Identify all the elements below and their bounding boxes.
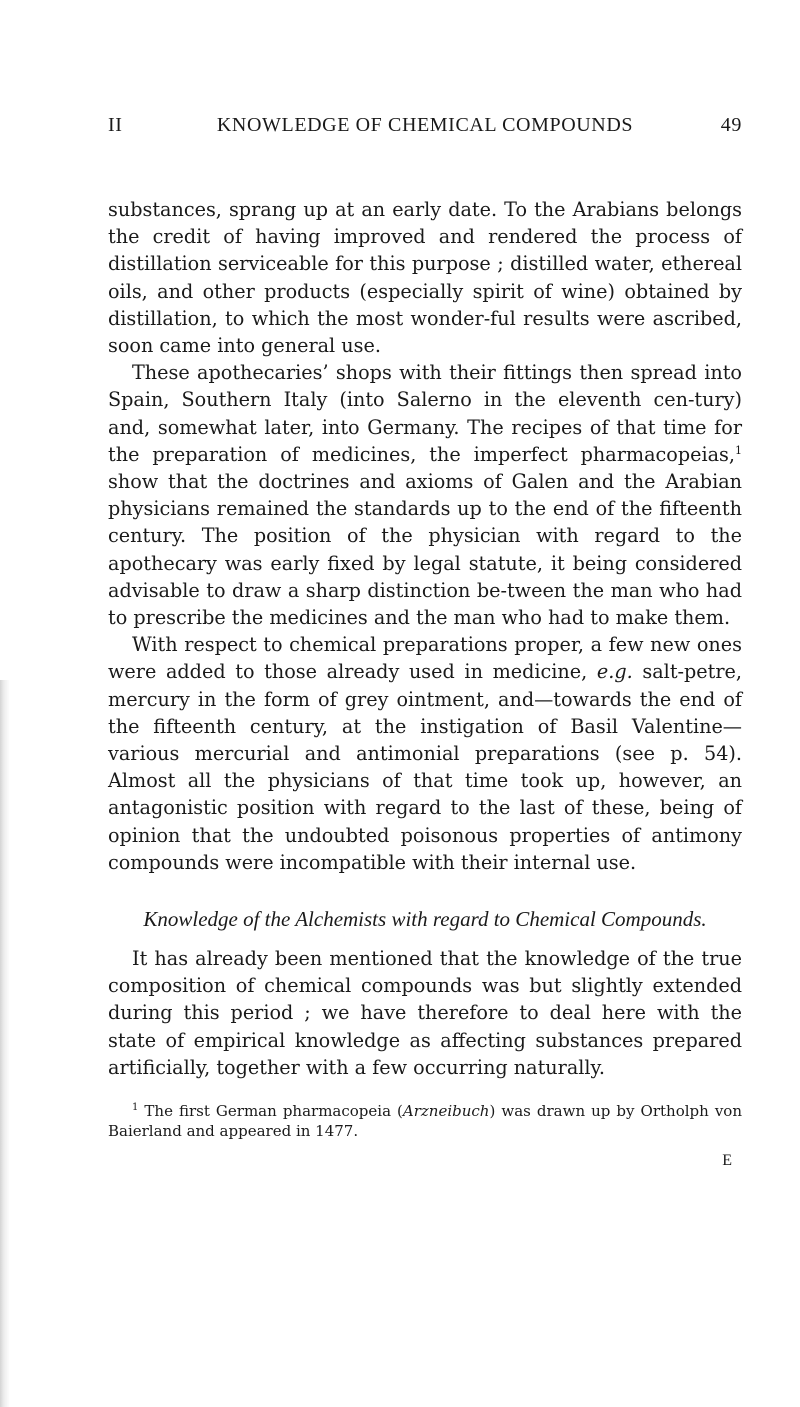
paragraph-2 [108, 359, 742, 631]
paragraph-2-part-b: show that the doctrines and axioms of Galen and the Arabian physicians remained the standards up to the end of the fifteenth century. The position of the physician with regard to the apothecary was early fixed by legal statute, it being considered advisable to draw a sharp distinction be-tween the man who had to prescribe the medicines and the man who had to make them. [108, 470, 742, 630]
paragraph-3-part-b: salt-petre, mercury in the form of grey ointment, and—towards the end of the fifteenth century, at the instigation of Basil Valentine—various mercurial and antimonial preparations (see p. 54). Almost all the physicians of that time took up, however, an antagonistic position with regard to the last of these, being of opinion that the undoubted poisonous properties of antimony compounds were incompatible with their internal use. [108, 660, 742, 874]
footnote [108, 1101, 742, 1141]
paragraph-3 [108, 631, 742, 876]
page-number: 49 [720, 114, 742, 136]
footnote-italic-title: Arzneibuch [402, 1102, 490, 1121]
paragraph-4: It has already been mentioned that the knowledge of the true composition of chemical compounds was but slightly extended during this period ; we have therefore to deal here with the state of empirical knowledge as affecting substances prepared artificially, together with a few occurring naturally. [108, 947, 742, 1079]
paragraph-3-italic-eg: e.g. [596, 660, 633, 684]
running-title: KNOWLEDGE OF CHEMICAL COMPOUNDS [216, 114, 634, 136]
scan-shadow-edge [0, 680, 10, 1407]
signature-mark: E [722, 1152, 732, 1170]
footnote-marker: 1 [132, 1102, 139, 1114]
paragraph-1: substances, sprang up at an early date. To the Arabians belongs the credit of having improved and rendered the process of distillation serviceable for this purpose ; distilled water, ethereal oils, and other products (especially spirit of wine) obtained by distillation, to which the most wonder-ful results were ascribed, soon came into general use. [108, 198, 742, 358]
footnote-text-after: ) was drawn up by Ortholph von Baierland and appeared in 1477. [108, 1102, 742, 1141]
footnote-text-before: The first German pharmacopeia ( [144, 1102, 403, 1121]
paragraph-3-part-a: With respect to chemical preparations proper, a few new ones were added to those already used in medicine, [108, 633, 742, 684]
paragraph-2-part-a: These apothecaries’ shops with their fittings then spread into Spain, Southern Italy (into Salerno in the eleventh cen-tury) and, somewhat later, into Germany. The recipes of that time for the preparation of medicines, the imperfect pharmacopeias, [108, 361, 742, 466]
running-header [108, 114, 742, 144]
footnote-reference[interactable]: 1 [735, 443, 742, 457]
main-text [108, 196, 742, 1174]
section-subheading: Knowledge of the Alchemists with regard to Chemical Compounds. [143, 907, 707, 932]
chapter-number: II [108, 114, 123, 136]
